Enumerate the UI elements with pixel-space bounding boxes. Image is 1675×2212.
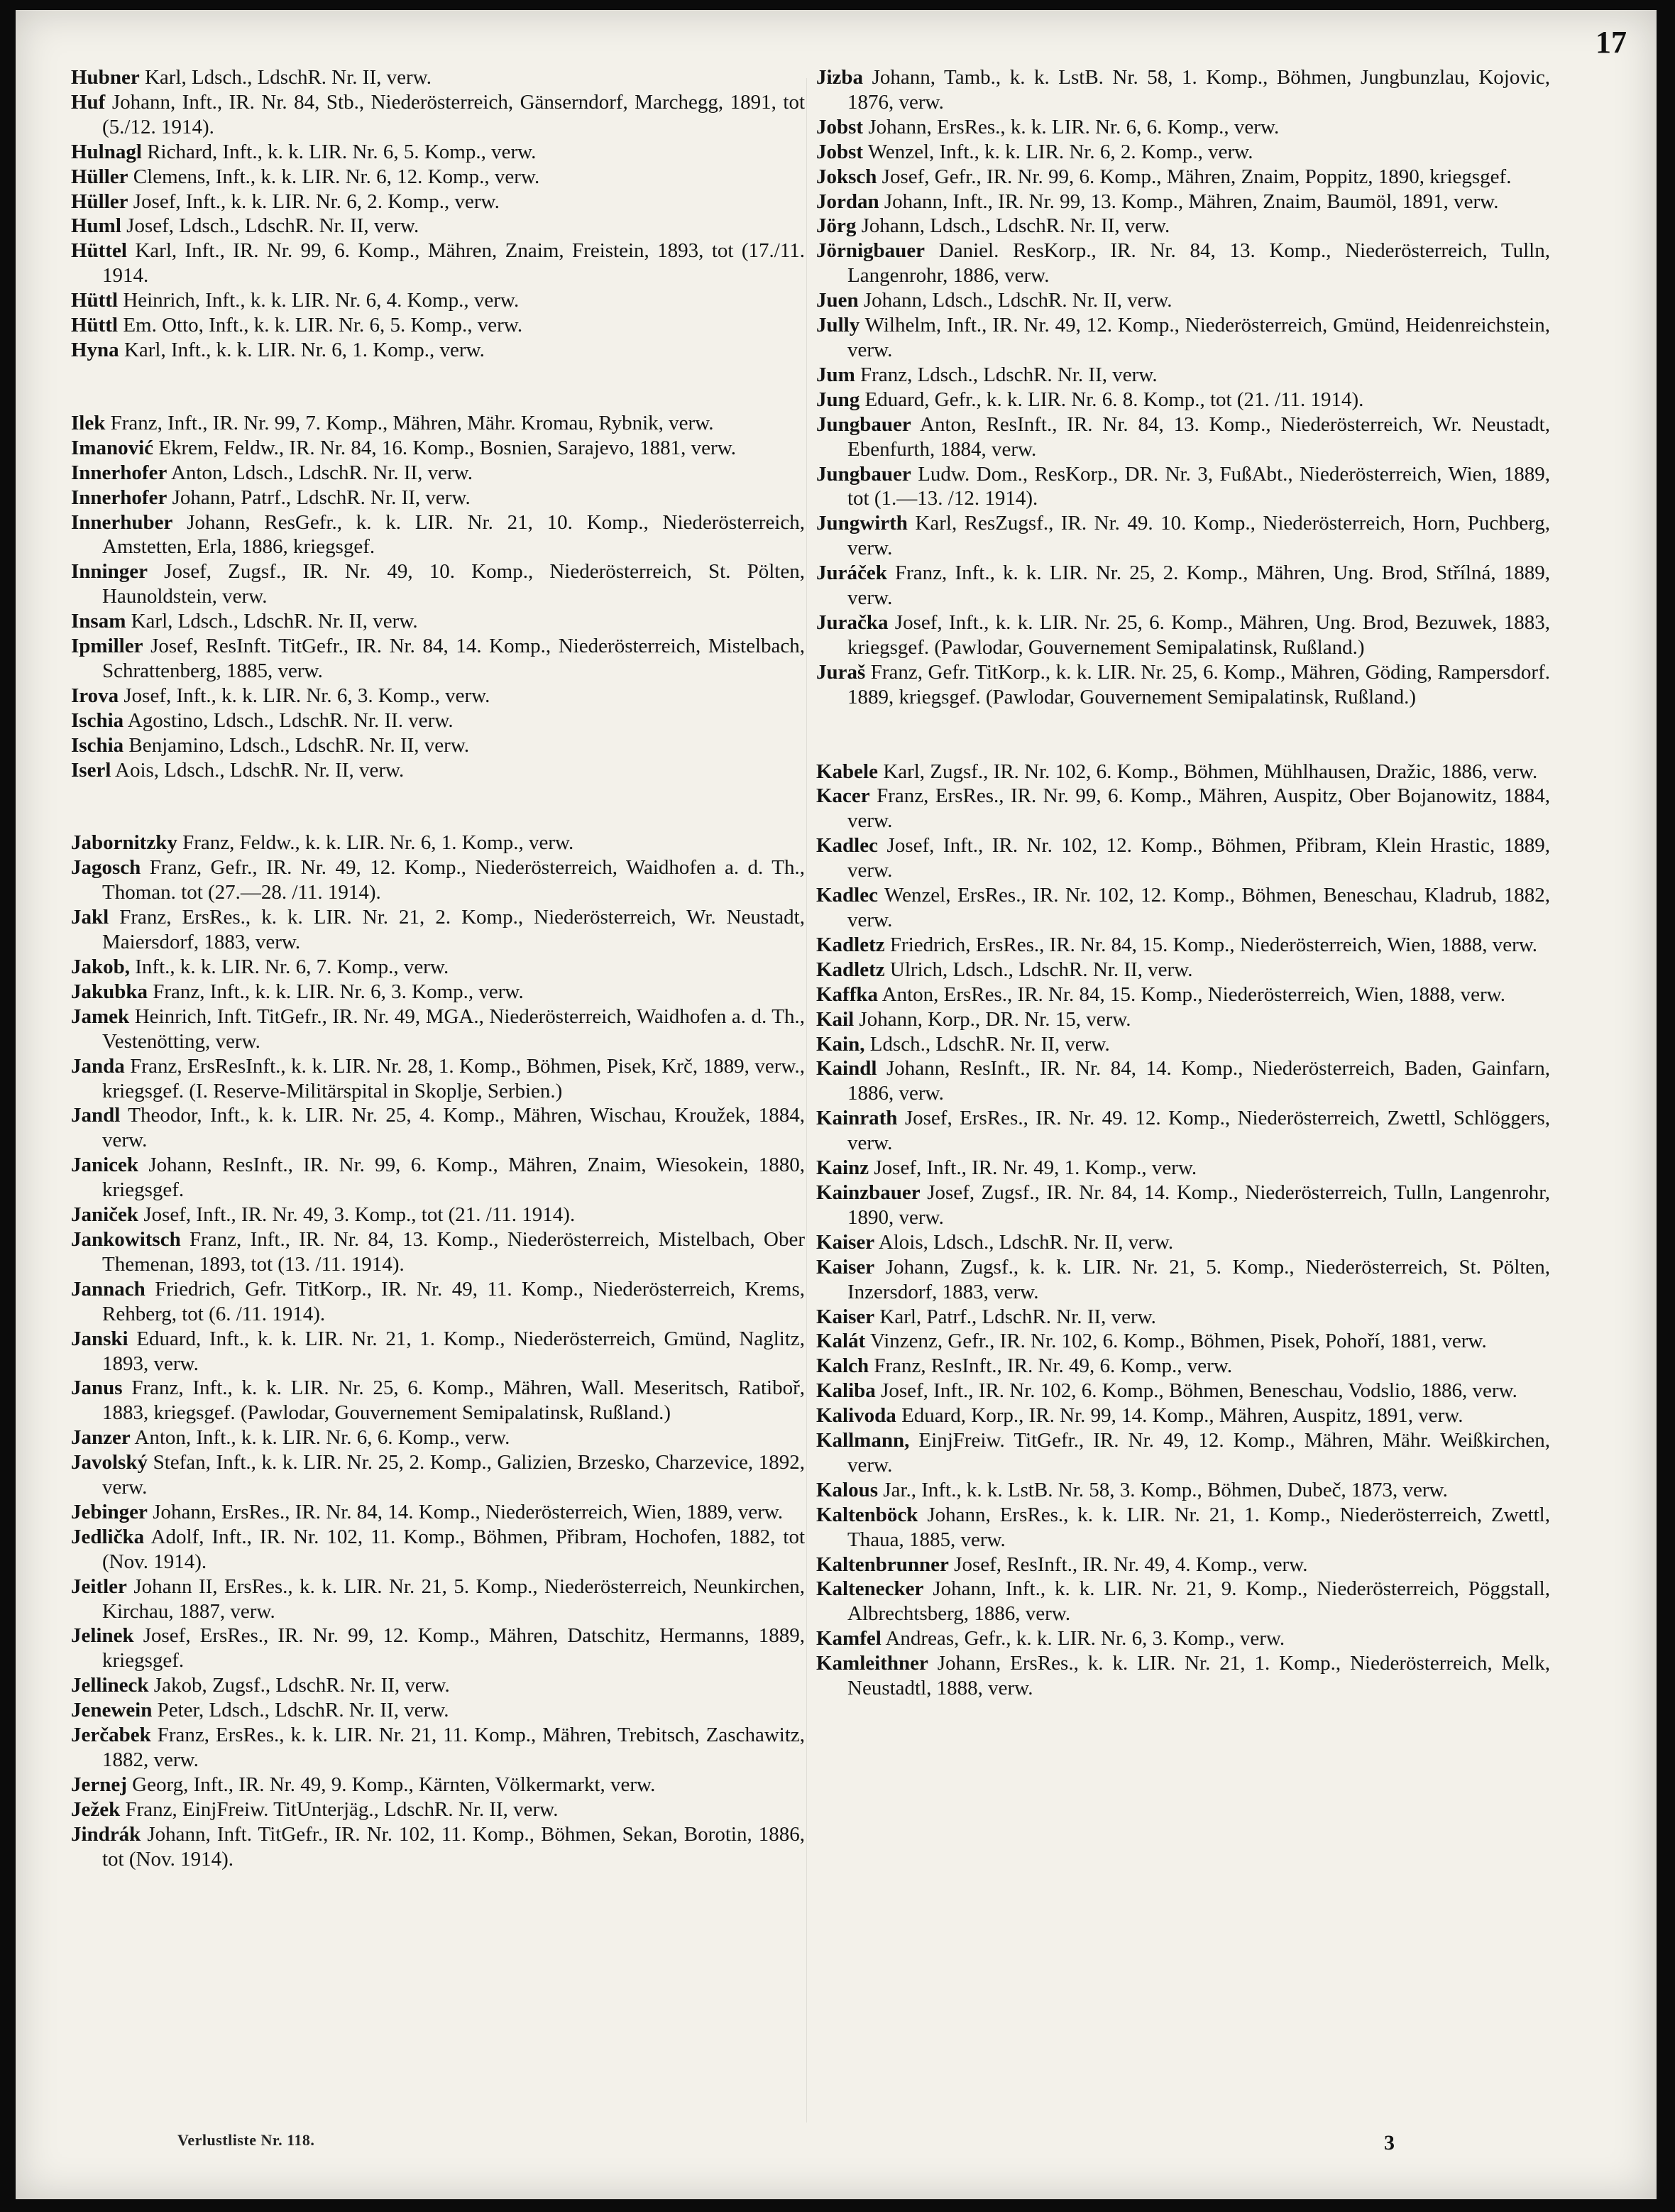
section-gap: [71, 363, 805, 411]
entry-surname: Jandl: [71, 1104, 121, 1127]
entry-surname: Kaffka: [816, 982, 878, 1006]
entry-details: Josef, ResInft. TitGefr., IR. Nr. 84, 14. Komp., Niederösterreich, Mistelbach, Schrattenberg, 1885, verw.: [102, 635, 805, 682]
casualty-entry: [71, 288, 805, 313]
entry-surname: Kalivoda: [816, 1404, 896, 1428]
entry-surname: Jebinger: [71, 1500, 148, 1523]
entry-surname: Jankowitsch: [71, 1227, 181, 1251]
entry-surname: Kadlec: [816, 884, 878, 907]
entry-surname: Jizba: [816, 66, 864, 89]
entry-surname: Kaiser: [816, 1230, 875, 1254]
entry-details: EinjFreiw. TitGefr., IR. Nr. 49, 12. Komp., Mähren, Mähr. Weißkirchen, verw.: [847, 1429, 1550, 1477]
entry-surname: Kalát: [816, 1330, 866, 1353]
casualty-entry: [71, 214, 805, 239]
entry-details: Karl, ResZugsf., IR. Nr. 49. 10. Komp., Niederösterreich, Horn, Puchberg, verw.: [847, 512, 1550, 560]
casualty-entry: [816, 1428, 1550, 1478]
entry-surname: Hüttel: [71, 239, 127, 263]
entry-details: Johann, Zugsf., k. k. LIR. Nr. 21, 5. Komp., Niederösterreich, St. Pölten, Inzersdorf, 1883, verw.: [847, 1255, 1550, 1303]
entry-surname: Kainrath: [816, 1107, 898, 1130]
casualty-entry: [816, 1181, 1550, 1230]
entry-details: Josef, Zugsf., IR. Nr. 84, 14. Komp., Niederösterreich, Tulln, Langenrohr, 1890, verw.: [847, 1181, 1550, 1229]
casualty-entry: [71, 559, 805, 609]
entry-surname: Kail: [816, 1007, 855, 1031]
entry-surname: Kainz: [816, 1156, 869, 1180]
casualty-entry: [816, 462, 1550, 512]
entry-details: Franz, EinjFreiw. TitUnterjäg., LdschR. Nr. II, verw.: [120, 1797, 559, 1821]
casualty-entry: [71, 733, 805, 758]
casualty-entry: [71, 708, 805, 733]
entry-surname: Kacer: [816, 784, 870, 808]
entry-details: Franz, Inft., IR. Nr. 84, 13. Komp., Niederösterreich, Mistelbach, Ober Themenan, 1893, tot (13. /11. 1914).: [102, 1227, 805, 1276]
entry-details: Johann, Inft., IR. Nr. 84, Stb., Niederösterreich, Gänserndorf, Marchegg, 1891, tot (5./12. 1914).: [102, 90, 805, 138]
entry-details: Eduard, Gefr., k. k. LIR. Nr. 6. 8. Komp., tot (21. /11. 1914).: [860, 388, 1364, 411]
entry-surname: Jenewein: [71, 1699, 153, 1722]
entry-surname: Innerhuber: [71, 510, 173, 534]
casualty-entry: [816, 1478, 1550, 1503]
entry-details: Johann, ResGefr., k. k. LIR. Nr. 21, 10. Komp., Niederösterreich, Amstetten, Erla, 1886, kriegsgef.: [102, 510, 805, 559]
entry-surname: Janiček: [71, 1203, 139, 1227]
entry-details: Johann, ErsRes., IR. Nr. 84, 14. Komp., Niederösterreich, Wien, 1889, verw.: [147, 1500, 784, 1523]
casualty-entry: [816, 1106, 1550, 1156]
entry-surname: Jedlička: [71, 1525, 145, 1548]
casualty-entry: [71, 609, 805, 634]
casualty-entry: [816, 388, 1550, 412]
entry-surname: Kaliba: [816, 1379, 876, 1403]
entry-surname: Kainzbauer: [816, 1181, 921, 1204]
entry-surname: Hüttl: [71, 314, 119, 337]
entry-surname: Jung: [816, 388, 860, 411]
entry-details: Franz, Ldsch., LdschR. Nr. II, verw.: [855, 363, 1158, 386]
entry-surname: Kaindl: [816, 1057, 877, 1080]
casualty-entry: [71, 1153, 805, 1203]
entry-details: Franz, ErsRes., IR. Nr. 99, 6. Komp., Mähren, Auspitz, Ober Bojanowitz, 1884, verw.: [847, 784, 1550, 833]
entry-surname: Hüttl: [71, 289, 119, 312]
casualty-entry: [816, 784, 1550, 833]
entry-details: Jar., Inft., k. k. LstB. Nr. 58, 3. Komp., Böhmen, Dubeč, 1873, verw.: [878, 1478, 1448, 1501]
entry-details: Johann, ResInft., IR. Nr. 99, 6. Komp., Mähren, Znaim, Wiesokein, 1880, kriegsgef.: [102, 1154, 805, 1202]
entry-details: Georg, Inft., IR. Nr. 49, 9. Komp., Kärnten, Völkermarkt, verw.: [126, 1773, 656, 1796]
entry-details: Franz, ErsResInft., k. k. LIR. Nr. 28, 1. Komp., Böhmen, Pisek, Krč, 1889, verw., kriegsgef. (I. Reserve-Militärspital in Skoplje, Serbien.): [102, 1054, 805, 1102]
entry-surname: Kalch: [816, 1354, 869, 1378]
entry-surname: Kalous: [816, 1478, 879, 1501]
entry-details: Wilhelm, Inft., IR. Nr. 49, 12. Komp., Niederösterreich, Gmünd, Heidenreichstein, verw.: [847, 314, 1550, 361]
entry-surname: Jagosch: [71, 856, 141, 880]
entry-details: Josef, Inft., IR. Nr. 102, 12. Komp., Böhmen, Přibram, Klein Hrastic, 1889, verw.: [847, 834, 1550, 882]
entry-details: Clemens, Inft., k. k. LIR. Nr. 6, 12. Komp., verw.: [128, 165, 540, 188]
entry-surname: Kaiser: [816, 1255, 875, 1279]
casualty-entry: [71, 1277, 805, 1327]
entry-surname: Innerhofer: [71, 461, 168, 484]
entry-surname: Jordan: [816, 190, 879, 213]
entry-surname: Janda: [71, 1054, 125, 1078]
document-page: [16, 10, 1657, 2199]
entry-details: Eduard, Inft., k. k. LIR. Nr. 21, 1. Komp., Niederösterreich, Gmünd, Naglitz, 1893, verw.: [102, 1327, 805, 1375]
entry-surname: Jum: [816, 363, 855, 386]
casualty-entry: [71, 980, 805, 1004]
casualty-entry: [71, 634, 805, 684]
entry-details: Johann, ErsRes., k. k. LIR. Nr. 21, 1. Komp., Niederösterreich, Zwettl, Thaua, 1885, verw.: [847, 1503, 1550, 1551]
entry-details: Johann, Korp., DR. Nr. 15, verw.: [854, 1007, 1131, 1031]
entry-surname: Kadletz: [816, 933, 885, 956]
entry-details: Josef, ResInft., IR. Nr. 49, 4. Komp., verw.: [948, 1553, 1308, 1576]
entry-details: Daniel. ResKorp., IR. Nr. 84, 13. Komp., Niederösterreich, Tulln, Langenrohr, 1886, verw.: [847, 239, 1550, 288]
entry-details: Josef, Ldsch., LdschR. Nr. II, verw.: [121, 214, 419, 238]
entry-surname: Janski: [71, 1327, 128, 1350]
entry-details: Franz, Inft., k. k. LIR. Nr. 25, 6. Komp., Mähren, Wall. Meseritsch, Ratiboř, 1883, kriegsgef. (Pawlodar, Gouvernement Semipalatinsk, Rußland.): [102, 1376, 805, 1425]
entry-surname: Hüller: [71, 165, 128, 188]
entry-details: Johann, ErsRes., k. k. LIR. Nr. 21, 1. Komp., Niederösterreich, Melk, Neustadtl, 1888, verw.: [847, 1652, 1550, 1700]
casualty-entry: [71, 1797, 805, 1822]
entry-details: Karl, Patrf., LdschR. Nr. II, verw.: [874, 1305, 1156, 1328]
casualty-entry: [816, 1305, 1550, 1330]
entry-details: Franz, ResInft., IR. Nr. 49, 6. Komp., verw.: [869, 1354, 1233, 1378]
entry-details: Franz, Inft., k. k. LIR. Nr. 25, 2. Komp., Mähren, Ung. Brod, Střílná, 1889, verw.: [847, 562, 1550, 610]
entry-details: Ldsch., LdschR. Nr. II, verw.: [864, 1032, 1110, 1056]
entry-surname: Jellineck: [71, 1674, 149, 1697]
entry-details: Friedrich, Gefr. TitKorp., IR. Nr. 49, 11. Komp., Niederösterreich, Krems, Rehberg, tot (6. /11. 1914).: [102, 1277, 805, 1325]
entry-surname: Kadletz: [816, 958, 885, 981]
entry-details: Josef, Inft., IR. Nr. 49, 1. Komp., verw.: [869, 1156, 1197, 1180]
entry-surname: Kadlec: [816, 834, 878, 858]
footer-issue-label: Verlustliste Nr. 118.: [177, 2131, 315, 2149]
casualty-entry: [71, 1500, 805, 1525]
casualty-entry: [71, 165, 805, 190]
casualty-entry: [816, 1056, 1550, 1106]
entry-details: Franz, Inft., k. k. LIR. Nr. 6, 3. Komp., verw.: [148, 980, 524, 1003]
casualty-entry: [816, 561, 1550, 611]
entry-surname: Janzer: [71, 1426, 131, 1450]
entry-surname: Janus: [71, 1376, 123, 1400]
casualty-entry: [816, 1255, 1550, 1305]
casualty-entry: [816, 958, 1550, 982]
entry-surname: Jakob,: [71, 956, 131, 978]
casualty-entry: [71, 1723, 805, 1773]
entry-details: Josef, Inft., k. k. LIR. Nr. 6, 2. Komp., verw.: [128, 190, 500, 213]
entry-surname: Jörnigbauer: [816, 239, 926, 263]
entry-details: Aois, Ldsch., LdschR. Nr. II, verw.: [111, 758, 405, 782]
entry-surname: Innerhofer: [71, 486, 168, 509]
entry-surname: Jungbauer: [816, 462, 911, 486]
entry-surname: Juen: [816, 289, 859, 312]
entry-details: Josef, Inft., k. k. LIR. Nr. 25, 6. Komp., Mähren, Ung. Brod, Bezuwek, 1883, kriegsgef. (Pawlodar, Gouvernement Semipalatinsk, Rußland.): [847, 611, 1550, 659]
entry-surname: Janicek: [71, 1154, 139, 1177]
entry-details: Heinrich, Inft. TitGefr., IR. Nr. 49, MGA., Niederösterreich, Waidhofen a. d. Th., Vestenötting, verw.: [102, 1004, 805, 1053]
entry-details: Franz, Gefr. TitKorp., k. k. LIR. Nr. 25, 6. Komp., Mähren, Göding, Rampersdorf. 1889, kriegsgef. (Pawlodar, Gouvernement Semipalatinsk, Rußland.): [847, 660, 1550, 708]
entry-details: Karl, Inft., IR. Nr. 99, 6. Komp., Mähren, Znaim, Freistein, 1893, tot (17./11. 1914.: [102, 239, 805, 288]
casualty-entry: [71, 436, 805, 461]
casualty-entry: [71, 1425, 805, 1450]
entry-surname: Kain,: [816, 1032, 865, 1056]
casualty-entry: [71, 955, 805, 980]
entry-details: Johann, Inft., IR. Nr. 99, 13. Komp., Mähren, Znaim, Baumöl, 1891, verw.: [879, 190, 1499, 213]
casualty-entry: [71, 338, 805, 363]
entry-details: Ulrich, Ldsch., LdschR. Nr. II, verw.: [884, 958, 1193, 981]
entry-details: Benjamino, Ldsch., LdschR. Nr. II, verw.: [123, 733, 470, 757]
entry-details: Johann, ErsRes., k. k. LIR. Nr. 6, 6. Komp., verw.: [863, 115, 1280, 138]
entry-details: Josef, ErsRes., IR. Nr. 49. 12. Komp., Niederösterreich, Zwettl, Schlöggers, verw.: [847, 1107, 1550, 1155]
casualty-entry: [71, 510, 805, 560]
casualty-entry: [816, 313, 1550, 363]
casualty-entry: [71, 684, 805, 708]
entry-details: Franz, Inft., IR. Nr. 99, 7. Komp., Mähren, Mähr. Kromau, Rybnik, verw.: [105, 411, 714, 434]
entry-details: Anton, Ldsch., LdschR. Nr. II, verw.: [167, 461, 473, 484]
casualty-entry: [71, 239, 805, 288]
entry-details: Ludw. Dom., ResKorp., DR. Nr. 3, FußAbt., Niederösterreich, Wien, 1889, tot (1.—13. /12. 1914).: [847, 462, 1550, 510]
casualty-entry: [816, 611, 1550, 660]
entry-details: Agostino, Ldsch., LdschR. Nr. II. verw.: [123, 708, 454, 732]
casualty-entry: [71, 140, 805, 165]
entry-surname: Ilek: [71, 411, 106, 434]
casualty-entry: [816, 1032, 1550, 1057]
entry-details: Johann, Ldsch., LdschR. Nr. II, verw.: [856, 214, 1170, 238]
entry-surname: Iserl: [71, 758, 111, 782]
entry-surname: Ischia: [71, 708, 124, 732]
casualty-entry: [816, 239, 1550, 288]
entry-surname: Jelinek: [71, 1624, 134, 1648]
entry-details: Wenzel, ErsRes., IR. Nr. 102, 12. Komp., Böhmen, Beneschau, Kladrub, 1882, verw.: [847, 884, 1550, 931]
casualty-entry: [71, 1203, 805, 1227]
entry-surname: Jobst: [816, 115, 864, 138]
casualty-entry: [71, 65, 805, 90]
entry-surname: Jakl: [71, 906, 109, 929]
casualty-entry: [816, 1553, 1550, 1577]
casualty-entry: [71, 190, 805, 214]
entry-surname: Hulnagl: [71, 140, 142, 163]
entry-surname: Huf: [71, 90, 106, 114]
casualty-entry: [816, 1651, 1550, 1701]
casualty-entry: [71, 905, 805, 955]
casualty-entry: [816, 833, 1550, 883]
casualty-entry: [816, 660, 1550, 710]
casualty-entry: [816, 363, 1550, 388]
casualty-entry: [71, 1054, 805, 1104]
entry-details: Johann, Inft., k. k. LIR. Nr. 21, 9. Komp., Niederösterreich, Pöggstall, Albrechtsberg, 1886, verw.: [847, 1577, 1550, 1626]
entry-details: Franz, Gefr., IR. Nr. 49, 12. Komp., Niederösterreich, Waidhofen a. d. Th., Thoman. tot (27.—28. /11. 1914).: [102, 856, 805, 904]
entry-surname: Jungwirth: [816, 512, 908, 535]
entry-surname: Jully: [816, 314, 860, 337]
entry-surname: Ježek: [71, 1797, 121, 1821]
casualty-entry: [71, 855, 805, 905]
entry-details: Peter, Ldsch., LdschR. Nr. II, verw.: [152, 1699, 449, 1722]
casualty-entry: [71, 831, 805, 855]
casualty-entry: [71, 1673, 805, 1698]
entry-surname: Juraš: [816, 660, 866, 684]
entry-surname: Jannach: [71, 1277, 145, 1301]
section-gap: [816, 710, 1550, 760]
entry-surname: Ischia: [71, 733, 124, 757]
casualty-entry: [71, 313, 805, 338]
casualty-entry: [816, 1354, 1550, 1379]
entry-surname: Kaltenbrunner: [816, 1553, 949, 1576]
page-number: 17: [1596, 25, 1627, 60]
entry-details: Josef, Gefr., IR. Nr. 99, 6. Komp., Mähren, Znaim, Poppitz, 1890, kriegsgef.: [877, 165, 1512, 188]
casualty-entry: [816, 883, 1550, 933]
casualty-entry: [71, 90, 805, 140]
casualty-entry: [816, 214, 1550, 239]
entry-details: Adolf, Inft., IR. Nr. 102, 11. Komp., Böhmen, Přibram, Hochofen, 1882, tot (Nov. 1914).: [102, 1525, 805, 1573]
entry-details: Karl, Inft., k. k. LIR. Nr. 6, 1. Komp., verw.: [119, 338, 485, 361]
entry-surname: Inninger: [71, 560, 148, 584]
entry-details: Friedrich, ErsRes., IR. Nr. 84, 15. Komp., Niederösterreich, Wien, 1888, verw.: [884, 933, 1538, 956]
entry-details: Johann, Ldsch., LdschR. Nr. II, verw.: [858, 289, 1172, 312]
casualty-entry: [816, 1230, 1550, 1255]
entry-surname: Kallmann,: [816, 1429, 910, 1452]
casualty-entry: [71, 758, 805, 783]
entry-surname: Jindrák: [71, 1822, 141, 1846]
entry-details: Richard, Inft., k. k. LIR. Nr. 6, 5. Komp., verw.: [141, 140, 537, 163]
casualty-entry: [816, 1577, 1550, 1626]
entry-details: Alois, Ldsch., LdschR. Nr. II, verw.: [874, 1230, 1174, 1254]
casualty-entry: [816, 1156, 1550, 1181]
right-column: [816, 65, 1550, 1701]
entry-surname: Kamfel: [816, 1627, 882, 1650]
entry-details: Johann II, ErsRes., k. k. LIR. Nr. 21, 5. Komp., Niederösterreich, Neunkirchen, Kirchau, 1887, verw.: [102, 1575, 805, 1623]
entry-surname: Jeitler: [71, 1575, 127, 1598]
entry-surname: Javolský: [71, 1451, 148, 1474]
casualty-entry: [71, 486, 805, 510]
entry-details: Karl, Ldsch., LdschR. Nr. II, verw.: [126, 610, 418, 633]
entry-surname: Kamleithner: [816, 1652, 928, 1675]
entry-details: Theodor, Inft., k. k. LIR. Nr. 25, 4. Komp., Mähren, Wischau, Kroužek, 1884, verw.: [102, 1104, 805, 1152]
entry-surname: Kaiser: [816, 1305, 875, 1328]
casualty-entry: [71, 1227, 805, 1277]
entry-details: Stefan, Inft., k. k. LIR. Nr. 25, 2. Komp., Galizien, Brzesko, Charzevice, 1892, verw.: [102, 1451, 805, 1499]
entry-details: Heinrich, Inft., k. k. LIR. Nr. 6, 4. Komp., verw.: [118, 289, 520, 312]
casualty-entry: [71, 1525, 805, 1575]
casualty-entry: [71, 1698, 805, 1723]
entry-surname: Hüller: [71, 190, 128, 213]
entry-surname: Imanović: [71, 436, 153, 459]
section-gap: [71, 782, 805, 831]
casualty-entry: [71, 1103, 805, 1153]
casualty-entry: [71, 1822, 805, 1872]
entry-surname: Kaltenecker: [816, 1577, 924, 1601]
entry-details: Karl, Zugsf., IR. Nr. 102, 6. Komp., Böhmen, Mühlhausen, Dražic, 1886, verw.: [878, 760, 1538, 783]
entry-details: Karl, Ldsch., LdschR. Nr. II, verw.: [139, 66, 432, 89]
casualty-entry: [816, 1329, 1550, 1354]
entry-surname: Jerčabek: [71, 1724, 151, 1747]
casualty-entry: [71, 1004, 805, 1054]
entry-details: Josef, Inft., k. k. LIR. Nr. 6, 3. Komp., verw.: [119, 684, 490, 707]
entry-details: Johann, Patrf., LdschR. Nr. II, verw.: [167, 486, 471, 509]
entry-surname: Jakubka: [71, 980, 148, 1003]
casualty-entry: [816, 190, 1550, 214]
entry-surname: Hyna: [71, 338, 119, 361]
entry-details: Vinzenz, Gefr., IR. Nr. 102, 6. Komp., Böhmen, Pisek, Pohoří, 1881, verw.: [865, 1330, 1487, 1353]
entry-surname: Hubner: [71, 66, 140, 89]
entry-details: Em. Otto, Inft., k. k. LIR. Nr. 6, 5. Komp., verw.: [118, 314, 523, 337]
casualty-entry: [71, 1327, 805, 1376]
entry-details: Eduard, Korp., IR. Nr. 99, 14. Komp., Mähren, Auspitz, 1891, verw.: [896, 1404, 1463, 1428]
entry-details: Johann, Tamb., k. k. LstB. Nr. 58, 1. Komp., Böhmen, Jungbunzlau, Kojovic, 1876, verw.: [847, 66, 1550, 114]
entry-details: Andreas, Gefr., k. k. LIR. Nr. 6, 3. Komp., verw.: [881, 1627, 1285, 1650]
entry-surname: Joksch: [816, 165, 877, 188]
casualty-entry: [816, 1007, 1550, 1032]
entry-details: Inft., k. k. LIR. Nr. 6, 7. Komp., verw.: [130, 956, 449, 978]
entry-surname: Jörg: [816, 214, 857, 238]
entry-surname: Kabele: [816, 760, 878, 783]
casualty-entry: [816, 412, 1550, 462]
casualty-entry: [816, 1403, 1550, 1428]
casualty-entry: [71, 461, 805, 486]
entry-details: Josef, Inft., IR. Nr. 102, 6. Komp., Böhmen, Beneschau, Vodslio, 1886, verw.: [875, 1379, 1517, 1403]
entry-details: Josef, ErsRes., IR. Nr. 99, 12. Komp., Mähren, Datschitz, Hermanns, 1889, kriegsgef.: [102, 1624, 805, 1672]
entry-surname: Jamek: [71, 1004, 130, 1028]
casualty-entry: [816, 1503, 1550, 1553]
casualty-entry: [816, 511, 1550, 561]
entry-surname: Jobst: [816, 140, 864, 163]
entry-details: Josef, Inft., IR. Nr. 49, 3. Komp., tot (21. /11. 1914).: [138, 1203, 576, 1227]
casualty-entry: [71, 1624, 805, 1673]
entry-details: Franz, ErsRes., k. k. LIR. Nr. 21, 2. Komp., Niederösterreich, Wr. Neustadt, Maiersdorf, 1883, verw.: [102, 906, 805, 954]
entry-surname: Juráček: [816, 562, 887, 585]
entry-surname: Juračka: [816, 611, 889, 634]
entry-surname: Jernej: [71, 1773, 127, 1796]
casualty-entry: [816, 760, 1550, 784]
entry-details: Anton, ResInft., IR. Nr. 84, 13. Komp., Niederösterreich, Wr. Neustadt, Ebenfurth, 1884, verw.: [847, 412, 1550, 461]
column-divider: [806, 78, 807, 2123]
entry-details: Franz, ErsRes., k. k. LIR. Nr. 21, 11. Komp., Mähren, Trebitsch, Zaschawitz, 1882, verw.: [102, 1724, 805, 1771]
entry-surname: Jabornitzky: [71, 831, 177, 855]
entry-surname: Ipmiller: [71, 635, 143, 658]
entry-surname: Irova: [71, 684, 119, 707]
casualty-entry: [816, 1379, 1550, 1403]
casualty-entry: [71, 1773, 805, 1797]
casualty-entry: [816, 65, 1550, 115]
casualty-entry: [71, 411, 805, 436]
entry-details: Johann, Inft. TitGefr., IR. Nr. 102, 11. Komp., Böhmen, Sekan, Borotin, 1886, tot (Nov. 1914).: [102, 1822, 805, 1871]
casualty-entry: [816, 165, 1550, 190]
casualty-entry: [816, 982, 1550, 1007]
entry-details: Anton, ErsRes., IR. Nr. 84, 15. Komp., Niederösterreich, Wien, 1888, verw.: [878, 982, 1505, 1006]
entry-surname: Huml: [71, 214, 121, 238]
signature-mark: 3: [1384, 2131, 1395, 2154]
entry-details: Jakob, Zugsf., LdschR. Nr. II, verw.: [148, 1674, 450, 1697]
casualty-entry: [71, 1450, 805, 1500]
entry-details: Ekrem, Feldw., IR. Nr. 84, 16. Komp., Bosnien, Sarajevo, 1881, verw.: [153, 436, 737, 459]
casualty-entry: [816, 115, 1550, 140]
casualty-entry: [816, 1626, 1550, 1651]
entry-surname: Kaltenböck: [816, 1503, 918, 1526]
entry-surname: Jungbauer: [816, 412, 911, 436]
casualty-entry: [71, 1376, 805, 1425]
entry-details: Franz, Feldw., k. k. LIR. Nr. 6, 1. Komp., verw.: [177, 831, 574, 855]
entry-details: Josef, Zugsf., IR. Nr. 49, 10. Komp., Niederösterreich, St. Pölten, Haunoldstein, verw.: [102, 560, 805, 608]
casualty-entry: [816, 140, 1550, 165]
entry-surname: Insam: [71, 610, 126, 633]
casualty-entry: [816, 288, 1550, 313]
entry-details: Johann, ResInft., IR. Nr. 84, 14. Komp., Niederösterreich, Baden, Gainfarn, 1886, verw.: [847, 1057, 1550, 1105]
entry-details: Wenzel, Inft., k. k. LIR. Nr. 6, 2. Komp., verw.: [863, 140, 1253, 163]
left-column: [71, 65, 805, 1872]
casualty-entry: [816, 933, 1550, 958]
entry-details: Anton, Inft., k. k. LIR. Nr. 6, 6. Komp., verw.: [130, 1426, 510, 1450]
casualty-entry: [71, 1575, 805, 1624]
